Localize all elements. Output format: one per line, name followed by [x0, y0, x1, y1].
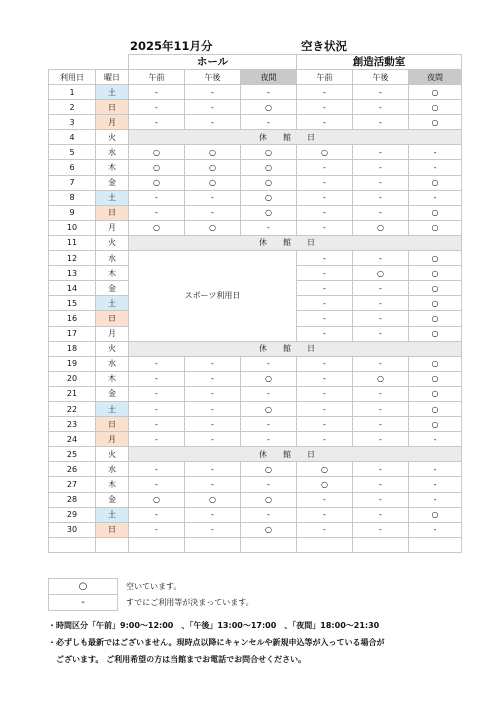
slot-studio-morning: - [297, 100, 353, 115]
slot-hall-afternoon: - [185, 356, 241, 371]
slot-studio-night: ○ [409, 205, 462, 220]
date-cell: 17 [49, 326, 96, 341]
date-cell: 7 [49, 175, 96, 190]
sports-use-block: スポーツ利用日 [129, 251, 297, 342]
legend-row-booked [49, 595, 260, 611]
page-header [0, 38, 495, 54]
slot-hall-afternoon: ○ [185, 220, 241, 235]
date-cell: 24 [49, 432, 96, 447]
weekday-cell: 日 [96, 417, 129, 432]
slot-studio-morning: - [297, 220, 353, 235]
slot-hall-afternoon: - [185, 462, 241, 477]
weekday-cell: 水 [96, 356, 129, 371]
slot-hall-morning: - [129, 507, 185, 522]
slot-studio-night: - [409, 145, 462, 160]
slot-hall-morning: ○ [129, 220, 185, 235]
slot-hall-afternoon: - [185, 432, 241, 447]
slot-studio-afternoon: ○ [353, 220, 409, 235]
legend-row-available [49, 579, 260, 595]
slot-hall-night: - [241, 386, 297, 401]
slot-studio-morning: - [297, 311, 353, 326]
table-row [49, 356, 462, 371]
date-cell: 9 [49, 205, 96, 220]
slot-studio-night: ○ [409, 281, 462, 296]
slot-studio-afternoon: - [353, 145, 409, 160]
slot-hall-night: - [241, 356, 297, 371]
closed-day-cell: 休館日 [129, 447, 462, 462]
slot-studio-night: - [409, 492, 462, 507]
weekday-cell: 水 [96, 145, 129, 160]
date-cell: 13 [49, 266, 96, 281]
slot-studio-afternoon: - [353, 522, 409, 537]
weekday-cell: 月 [96, 326, 129, 341]
slot-studio-afternoon: - [353, 477, 409, 492]
weekday-cell: 日 [96, 311, 129, 326]
legend [48, 578, 260, 611]
slot-studio-night: ○ [409, 507, 462, 522]
slot-hall-morning: ○ [129, 175, 185, 190]
date-cell: 1 [49, 85, 96, 100]
slot-studio-night: ○ [409, 417, 462, 432]
date-cell: 6 [49, 160, 96, 175]
slot-hall-morning: - [129, 417, 185, 432]
slot-hall-night: - [241, 115, 297, 130]
col-weekday: 曜日 [96, 70, 129, 85]
table-row [49, 386, 462, 401]
slot-studio-afternoon: - [353, 175, 409, 190]
weekday-cell: 土 [96, 190, 129, 205]
empty-cell [409, 537, 462, 552]
date-cell: 20 [49, 371, 96, 386]
table-row [49, 462, 462, 477]
legend-symbol-booked: - [49, 595, 118, 611]
slot-studio-morning: - [297, 281, 353, 296]
table-row [49, 130, 462, 145]
col-hall-morning: 午前 [129, 70, 185, 85]
slot-hall-afternoon: - [185, 401, 241, 416]
weekday-cell: 水 [96, 462, 129, 477]
slot-hall-afternoon: - [185, 205, 241, 220]
table-row [49, 85, 462, 100]
slot-studio-afternoon: - [353, 417, 409, 432]
col-studio-afternoon: 午後 [353, 70, 409, 85]
slot-hall-morning: - [129, 100, 185, 115]
date-cell: 2 [49, 100, 96, 115]
slot-hall-afternoon: - [185, 507, 241, 522]
date-cell: 30 [49, 522, 96, 537]
date-cell: 12 [49, 251, 96, 266]
facility-hall: ホール [129, 55, 297, 70]
slot-studio-morning: - [297, 356, 353, 371]
note-time-slots: ・時間区分「午前」9:00～12:00 、「午後」13:00～17:00 、「夜間」18:00～21:30 [48, 621, 380, 630]
weekday-cell: 水 [96, 251, 129, 266]
weekday-cell: 土 [96, 85, 129, 100]
date-cell: 16 [49, 311, 96, 326]
slot-studio-night: ○ [409, 266, 462, 281]
slot-hall-afternoon: - [185, 190, 241, 205]
slot-hall-night: - [241, 85, 297, 100]
availability-table [48, 54, 462, 553]
date-cell: 28 [49, 492, 96, 507]
slot-studio-night: ○ [409, 251, 462, 266]
slot-studio-night: ○ [409, 401, 462, 416]
slot-hall-afternoon: ○ [185, 175, 241, 190]
slot-hall-afternoon: - [185, 522, 241, 537]
slot-hall-afternoon: - [185, 115, 241, 130]
slot-studio-afternoon: - [353, 205, 409, 220]
slot-studio-morning: ○ [297, 477, 353, 492]
note-warning-2: ございます。 ご利用希望の方は当館までお電話でお問合せください。 [56, 655, 307, 664]
slot-studio-morning: - [297, 85, 353, 100]
note-warning-1: ・必ずしも最新ではございません。現時点以降にキャンセルや新規申込等が入っている場合が [48, 638, 385, 647]
closed-day-cell: 休館日 [129, 341, 462, 356]
col-studio-morning: 午前 [297, 70, 353, 85]
slot-hall-night: ○ [241, 145, 297, 160]
slot-studio-night: ○ [409, 356, 462, 371]
weekday-cell: 火 [96, 130, 129, 145]
slot-hall-afternoon: - [185, 371, 241, 386]
date-cell: 21 [49, 386, 96, 401]
legend-text-booked: すでにご利用等が決まっています。 [126, 598, 254, 607]
slot-hall-afternoon: - [185, 100, 241, 115]
col-hall-afternoon: 午後 [185, 70, 241, 85]
table-row [49, 477, 462, 492]
table-row [49, 175, 462, 190]
slot-hall-afternoon: - [185, 417, 241, 432]
slot-studio-night: ○ [409, 100, 462, 115]
slot-studio-morning: - [297, 326, 353, 341]
slot-hall-afternoon: ○ [185, 160, 241, 175]
slot-studio-afternoon: - [353, 281, 409, 296]
slot-studio-morning: - [297, 115, 353, 130]
slot-studio-night: ○ [409, 296, 462, 311]
slot-studio-afternoon: ○ [353, 371, 409, 386]
empty-cell [353, 537, 409, 552]
slot-hall-morning: - [129, 371, 185, 386]
slot-hall-night: ○ [241, 371, 297, 386]
facility-studio: 創造活動室 [297, 55, 462, 70]
slot-studio-night: ○ [409, 371, 462, 386]
table-row [49, 190, 462, 205]
slot-studio-afternoon: ○ [353, 266, 409, 281]
slot-studio-afternoon: - [353, 492, 409, 507]
col-hall-night: 夜間 [241, 70, 297, 85]
slot-studio-afternoon: - [353, 85, 409, 100]
slot-hall-morning: - [129, 522, 185, 537]
weekday-cell: 木 [96, 266, 129, 281]
slot-hall-morning: ○ [129, 145, 185, 160]
slot-hall-afternoon: - [185, 386, 241, 401]
slot-hall-night: ○ [241, 205, 297, 220]
date-cell: 22 [49, 401, 96, 416]
notes [48, 617, 478, 668]
table-row [49, 522, 462, 537]
slot-studio-night: - [409, 462, 462, 477]
slot-hall-morning: - [129, 115, 185, 130]
table-row [49, 205, 462, 220]
slot-hall-night: ○ [241, 175, 297, 190]
slot-studio-afternoon: - [353, 356, 409, 371]
date-cell: 29 [49, 507, 96, 522]
closed-day-cell: 休館日 [129, 130, 462, 145]
slot-studio-afternoon: - [353, 160, 409, 175]
table-row [49, 160, 462, 175]
slot-studio-morning: - [297, 417, 353, 432]
slot-hall-morning: - [129, 477, 185, 492]
slot-studio-afternoon: - [353, 462, 409, 477]
slot-hall-afternoon: ○ [185, 492, 241, 507]
weekday-cell: 土 [96, 401, 129, 416]
table-row [49, 220, 462, 235]
table-row [49, 100, 462, 115]
legend-symbol-available: ○ [49, 579, 118, 595]
slot-hall-night: - [241, 432, 297, 447]
slot-studio-afternoon: - [353, 326, 409, 341]
slot-hall-night: - [241, 417, 297, 432]
table-row [49, 447, 462, 462]
slot-hall-night: ○ [241, 100, 297, 115]
empty-cell [129, 537, 185, 552]
date-cell: 27 [49, 477, 96, 492]
slot-studio-afternoon: - [353, 507, 409, 522]
col-studio-night: 夜間 [409, 70, 462, 85]
slot-studio-afternoon: - [353, 311, 409, 326]
slot-studio-night: ○ [409, 175, 462, 190]
slot-hall-night: ○ [241, 522, 297, 537]
slot-hall-night: ○ [241, 160, 297, 175]
weekday-cell: 土 [96, 296, 129, 311]
corner-cell [49, 55, 129, 70]
slot-studio-morning: - [297, 507, 353, 522]
empty-cell [49, 537, 96, 552]
slot-studio-afternoon: - [353, 386, 409, 401]
slot-studio-night: ○ [409, 311, 462, 326]
table-row [49, 251, 462, 266]
slot-hall-night: ○ [241, 190, 297, 205]
date-cell: 5 [49, 145, 96, 160]
slot-hall-morning: - [129, 432, 185, 447]
slot-hall-night: ○ [241, 492, 297, 507]
weekday-cell: 金 [96, 386, 129, 401]
date-cell: 3 [49, 115, 96, 130]
column-header-row [49, 70, 462, 85]
slot-hall-night: - [241, 477, 297, 492]
slot-studio-morning: - [297, 296, 353, 311]
slot-studio-night: ○ [409, 220, 462, 235]
slot-studio-afternoon: - [353, 251, 409, 266]
weekday-cell: 木 [96, 477, 129, 492]
table-row [49, 507, 462, 522]
slot-hall-afternoon: ○ [185, 145, 241, 160]
slot-hall-night: ○ [241, 462, 297, 477]
table-row [49, 371, 462, 386]
slot-studio-morning: - [297, 160, 353, 175]
table-row [49, 492, 462, 507]
slot-studio-morning: - [297, 432, 353, 447]
table-row [49, 341, 462, 356]
slot-studio-night: - [409, 160, 462, 175]
slot-studio-morning: - [297, 251, 353, 266]
weekday-cell: 木 [96, 371, 129, 386]
empty-cell [297, 537, 353, 552]
empty-cell [96, 537, 129, 552]
col-date: 利用日 [49, 70, 96, 85]
slot-studio-morning: - [297, 205, 353, 220]
slot-hall-afternoon: - [185, 85, 241, 100]
slot-hall-morning: - [129, 190, 185, 205]
date-cell: 18 [49, 341, 96, 356]
slot-studio-morning: ○ [297, 462, 353, 477]
weekday-cell: 日 [96, 205, 129, 220]
slot-studio-afternoon: - [353, 401, 409, 416]
empty-cell [241, 537, 297, 552]
weekday-cell: 火 [96, 341, 129, 356]
date-cell: 14 [49, 281, 96, 296]
date-cell: 4 [49, 130, 96, 145]
slot-studio-morning: - [297, 266, 353, 281]
slot-studio-afternoon: - [353, 115, 409, 130]
weekday-cell: 日 [96, 522, 129, 537]
slot-hall-morning: - [129, 462, 185, 477]
table-row [49, 145, 462, 160]
slot-studio-morning: - [297, 522, 353, 537]
slot-studio-morning: - [297, 386, 353, 401]
table-row [49, 235, 462, 250]
slot-studio-morning: ○ [297, 145, 353, 160]
table-row [49, 417, 462, 432]
slot-studio-morning: - [297, 371, 353, 386]
empty-row [49, 537, 462, 552]
slot-studio-morning: - [297, 190, 353, 205]
slot-studio-morning: - [297, 401, 353, 416]
weekday-cell: 木 [96, 160, 129, 175]
table-row [49, 401, 462, 416]
page-title: 2025年11月分 [130, 39, 213, 53]
slot-hall-morning: - [129, 401, 185, 416]
table-row [49, 432, 462, 447]
weekday-cell: 月 [96, 115, 129, 130]
table-row [49, 115, 462, 130]
slot-studio-night: - [409, 477, 462, 492]
weekday-cell: 土 [96, 507, 129, 522]
slot-hall-morning: ○ [129, 160, 185, 175]
date-cell: 15 [49, 296, 96, 311]
date-cell: 23 [49, 417, 96, 432]
slot-hall-morning: - [129, 85, 185, 100]
slot-studio-night: - [409, 522, 462, 537]
weekday-cell: 金 [96, 281, 129, 296]
weekday-cell: 火 [96, 447, 129, 462]
slot-studio-morning: - [297, 492, 353, 507]
status-title: 空き状況 [301, 39, 347, 53]
weekday-cell: 金 [96, 492, 129, 507]
date-cell: 11 [49, 235, 96, 250]
date-cell: 19 [49, 356, 96, 371]
slot-studio-night: - [409, 432, 462, 447]
date-cell: 8 [49, 190, 96, 205]
slot-studio-night: - [409, 190, 462, 205]
slot-studio-afternoon: - [353, 100, 409, 115]
slot-studio-night: ○ [409, 85, 462, 100]
slot-hall-morning: - [129, 386, 185, 401]
slot-studio-night: ○ [409, 386, 462, 401]
slot-studio-night: ○ [409, 115, 462, 130]
date-cell: 10 [49, 220, 96, 235]
slot-hall-morning: ○ [129, 492, 185, 507]
slot-hall-night: ○ [241, 401, 297, 416]
date-cell: 26 [49, 462, 96, 477]
slot-hall-night: - [241, 220, 297, 235]
slot-studio-night: ○ [409, 326, 462, 341]
facility-header-row [49, 55, 462, 70]
slot-hall-night: - [241, 507, 297, 522]
slot-hall-afternoon: - [185, 477, 241, 492]
slot-studio-afternoon: - [353, 190, 409, 205]
slot-hall-morning: - [129, 356, 185, 371]
weekday-cell: 月 [96, 220, 129, 235]
slot-studio-morning: - [297, 175, 353, 190]
empty-cell [185, 537, 241, 552]
weekday-cell: 月 [96, 432, 129, 447]
weekday-cell: 日 [96, 100, 129, 115]
weekday-cell: 火 [96, 235, 129, 250]
slot-studio-afternoon: - [353, 432, 409, 447]
date-cell: 25 [49, 447, 96, 462]
slot-hall-morning: - [129, 205, 185, 220]
closed-day-cell: 休館日 [129, 235, 462, 250]
weekday-cell: 金 [96, 175, 129, 190]
legend-text-available: 空いています。 [126, 582, 182, 591]
slot-studio-afternoon: - [353, 296, 409, 311]
